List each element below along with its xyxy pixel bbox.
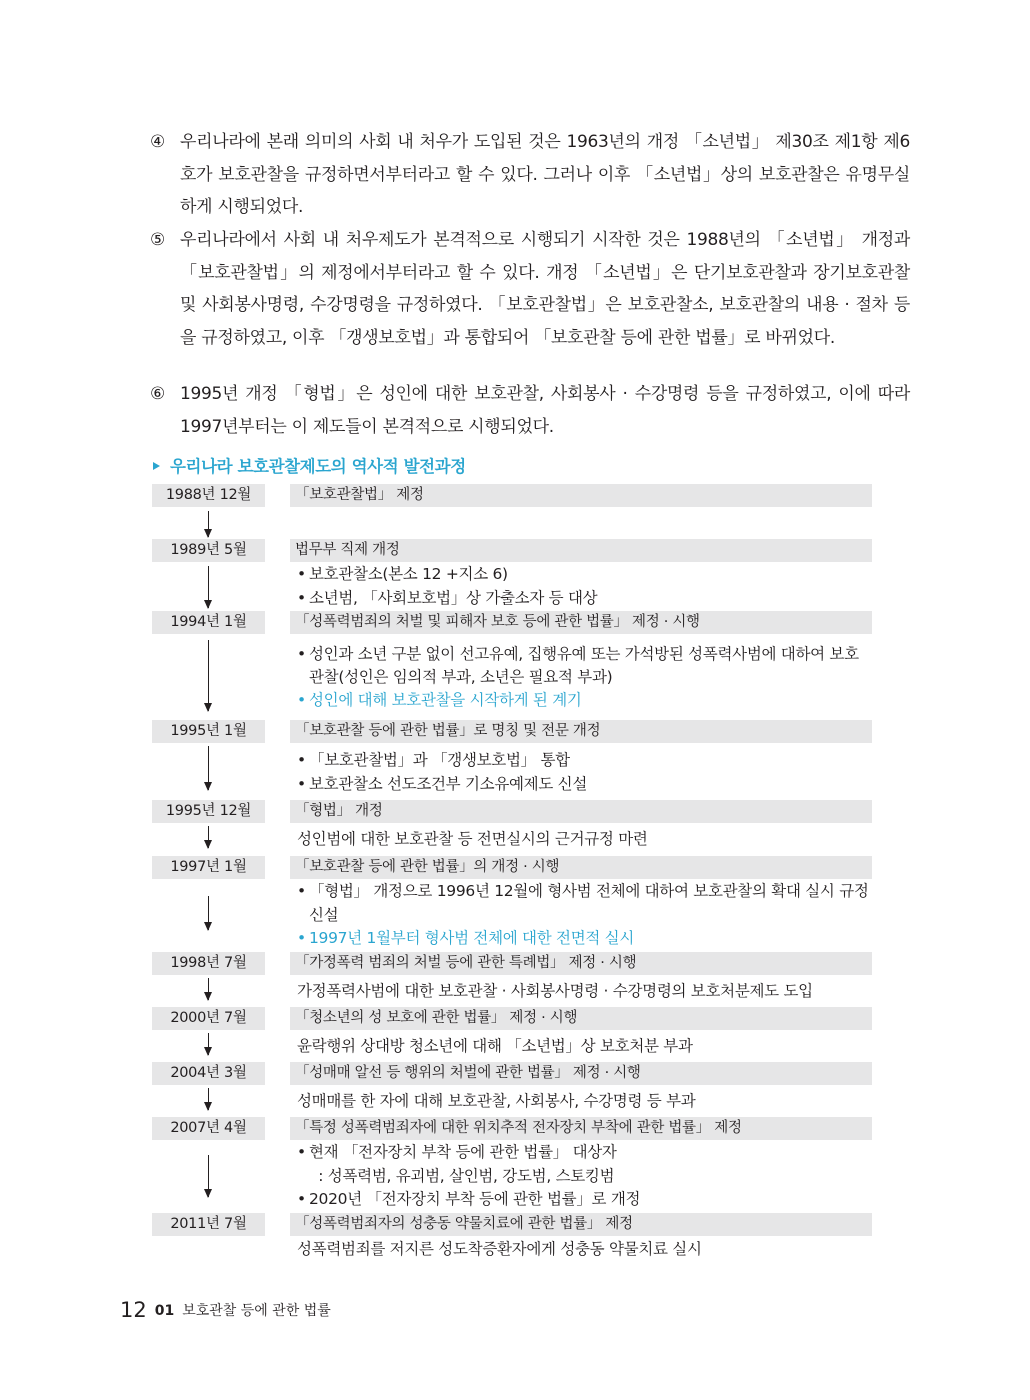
timeline-date: 2004년 3월 (152, 1062, 265, 1085)
down-arrow-icon (208, 1155, 209, 1197)
timeline-date: 1994년 1월 (152, 611, 265, 634)
paragraph-text: 1995년 개정 「형법」은 성인에 대한 보호관찰, 사회봉사 · 수강명령 등을 규정하였고, 이에 따라 1997년부터는 이 제도들이 본격적으로 시행되었다. (180, 384, 910, 437)
chapter-title: 보호관찰 등에 관한 법률 (182, 1303, 331, 1319)
timeline-title: 「특정 성폭력범죄자에 대한 위치추적 전자장치 부착에 관한 법률」 제정 (290, 1117, 872, 1140)
timeline-date: 1998년 7월 (152, 952, 265, 975)
page-footer (120, 1296, 331, 1320)
down-arrow-icon (208, 896, 209, 930)
timeline-title: 「성폭력범죄의 처벌 및 피해자 보호 등에 관한 법률」 제정 · 시행 (290, 611, 872, 634)
paragraph-text: 우리나라에서 사회 내 처우제도가 본격적으로 시행되기 시작한 것은 1988년의 「소년법」 개정과 「보호관찰법」의 제정에서부터라고 할 수 있다. 개정 「소년법」은 단기보호관찰과 장기보호관찰 및 사회봉사명령, 수강명령을 규정하였다. 「보호관찰법」은 보호관찰소, 보호관찰의 내용 · 절차 등을 규정하였고, 이후 「갱생보호법」과 통합되어 「보호관찰 등에 관한 법률」로 바뀌었다. (180, 230, 910, 348)
timeline-title: 「형법」 개정 (290, 800, 872, 823)
timeline-date: 1995년 1월 (152, 720, 265, 743)
triangle-bullet-icon (153, 462, 160, 470)
timeline-title: 「성폭력범죄자의 성충동 약물치료에 관한 법률」 제정 (290, 1213, 872, 1236)
down-arrow-icon (208, 826, 209, 848)
timeline-title: 「청소년의 성 보호에 관한 법률」 제정 · 시행 (290, 1007, 872, 1030)
paragraph-text: 우리나라에 본래 의미의 사회 내 처우가 도입된 것은 1963년의 개정 「소년법」 제30조 제1항 제6호가 보호관찰을 규정하면서부터라고 할 수 있다. 그러나 이후 「소년법」상의 보호관찰은 유명무실하게 시행되었다. (180, 132, 910, 217)
timeline-title: 「성매매 알선 등 행위의 처벌에 관한 법률」 제정 · 시행 (290, 1062, 872, 1085)
timeline-date: 2007년 4월 (152, 1117, 265, 1140)
timeline-description: 성인범에 대한 보호관찰 등 전면실시의 근거규정 마련 (297, 830, 648, 848)
timeline-description: 성매매를 한 자에 대해 보호관찰, 사회봉사, 수강명령 등 부과 (297, 1092, 696, 1110)
down-arrow-icon (208, 566, 209, 608)
timeline-description: 성폭력범죄를 저지른 성도착증환자에게 성충동 약물치료 실시 (297, 1240, 702, 1258)
section-title-text: 우리나라 보호관찰제도의 역사적 발전과정 (170, 457, 466, 476)
timeline-date: 1997년 1월 (152, 856, 265, 879)
paragraph-number: ⑥ (150, 384, 165, 404)
down-arrow-icon (208, 1088, 209, 1110)
timeline-title: 「보호관찰법」 제정 (290, 484, 872, 507)
timeline-title: 법무부 직제 개정 (290, 539, 872, 562)
timeline-description: 가정폭력사범에 대한 보호관찰 · 사회봉사명령 · 수강명령의 보호처분제도 도입 (297, 982, 813, 1000)
timeline-date: 2011년 7월 (152, 1213, 265, 1236)
down-arrow-icon (208, 1033, 209, 1055)
timeline-date: 1988년 12월 (152, 484, 265, 507)
timeline-date: 1995년 12월 (152, 800, 265, 823)
paragraph-number: ⑤ (150, 230, 165, 250)
down-arrow-icon (208, 640, 209, 711)
timeline-title: 「가정폭력 범죄의 처벌 등에 관한 특례법」 제정 · 시행 (290, 952, 872, 975)
down-arrow-icon (208, 978, 209, 1000)
timeline-title: 「보호관찰 등에 관한 법률」로 명칭 및 전문 개정 (290, 720, 872, 743)
paragraph-number: ④ (150, 132, 165, 152)
section-title (153, 453, 466, 477)
timeline-date: 2000년 7월 (152, 1007, 265, 1030)
timeline-description: 윤락행위 상대방 청소년에 대해 「소년법」상 보호처분 부과 (297, 1037, 693, 1055)
down-arrow-icon (208, 746, 209, 790)
down-arrow-icon (208, 511, 209, 537)
timeline-title: 「보호관찰 등에 관한 법률」의 개정 · 시행 (290, 856, 872, 879)
page-number: 12 (120, 1298, 147, 1322)
chapter-number: 01 (154, 1303, 175, 1319)
timeline-date: 1989년 5월 (152, 539, 265, 562)
